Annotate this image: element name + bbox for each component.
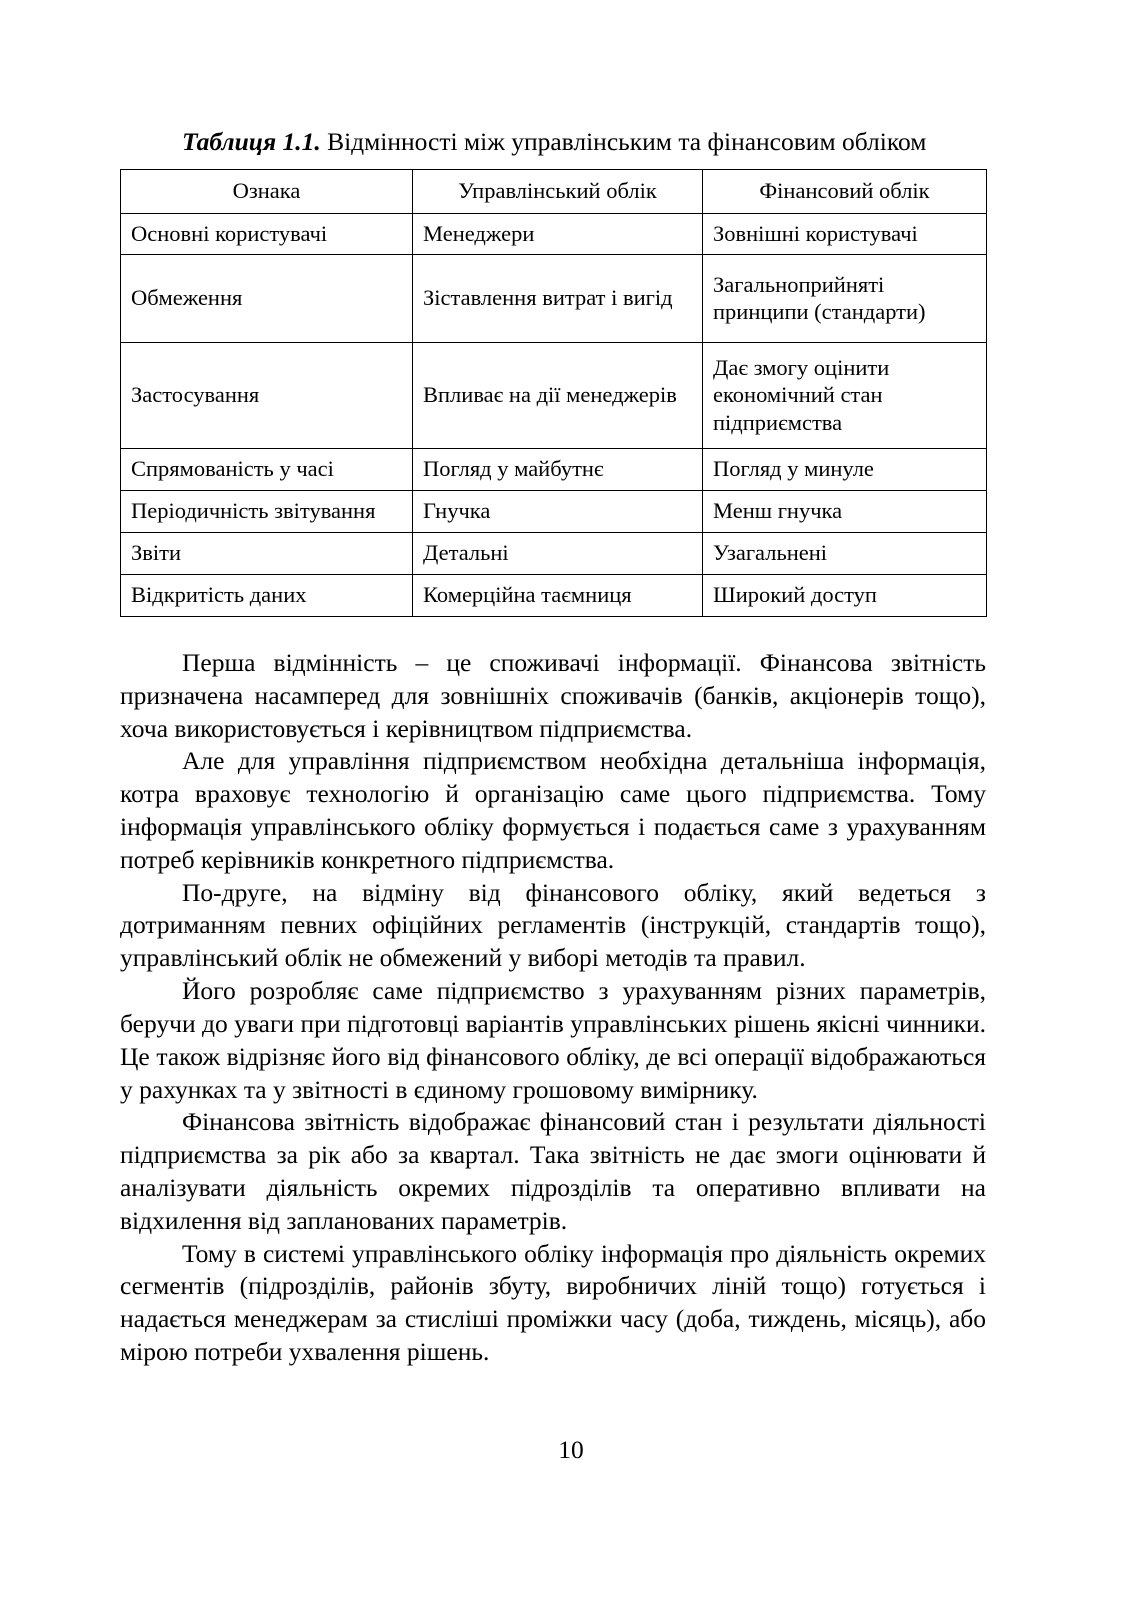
paragraph: По-друге, на відміну від фінансового обліку, який ведеться з дотриманням певних офіційних регламентів (інструкцій, стандартів тощо), управлінський облік не обмежений у виборі методів та правил.: [120, 877, 986, 973]
page-content: [120, 126, 986, 1369]
paragraph: Але для управління підприємством необхідна детальніша інформація, котра враховує технологію й організацію саме цього підприємства. Тому інформація управлінського обліку формується і подається саме з урахуванням потреб керівників конкретного підприємства.: [120, 746, 986, 874]
cell-feature: Періодичність звітування: [121, 491, 413, 533]
table-row: [121, 575, 987, 617]
cell-management: Впливає на дії менеджерів: [413, 343, 703, 449]
table-row: [121, 533, 987, 575]
cell-financial: Менш гнучка: [703, 491, 987, 533]
table-row: [121, 491, 987, 533]
differences-table: [120, 169, 987, 617]
paragraph: Тому в системі управлінського обліку інформація про діяльність окремих сегментів (підрозділів, районів збуту, виробничих ліній тощо) готується і надається менеджерам за стисліші проміжки часу (доба, тиждень, місяць), або мірою потреби ухвалення рішень.: [120, 1238, 986, 1367]
table-header-feature: Ознака: [121, 169, 413, 213]
page-number: 10: [558, 1435, 584, 1464]
table-header-financial: Фінансовий облік: [703, 169, 987, 213]
cell-feature: Застосування: [121, 343, 413, 449]
cell-financial: Широкий доступ: [703, 575, 987, 617]
cell-financial: Погляд у минуле: [703, 449, 987, 491]
cell-management: Менеджери: [413, 213, 703, 255]
cell-feature: Відкритість даних: [121, 575, 413, 617]
cell-feature: Обмеження: [121, 255, 413, 343]
cell-management: Погляд у майбутнє: [413, 449, 703, 491]
cell-feature: Спрямованість у часі: [121, 449, 413, 491]
cell-financial: Загальноприйняті принципи (стандарти): [703, 255, 987, 343]
table-header-management: Управлінський облік: [413, 169, 703, 213]
cell-feature: Основні користувачі: [121, 213, 413, 255]
paragraph: Фінансова звітність відображає фінансовий стан і результати діяльності підприємства за рік або за квартал. Така звітність не дає змоги оцінювати й аналізувати діяльність окремих підрозділів та оперативно впливати на відхилення від запланованих параметрів.: [120, 1107, 986, 1235]
cell-financial: Узагальнені: [703, 533, 987, 575]
cell-management: Зіставлення витрат і вигід: [413, 255, 703, 343]
cell-financial: Дає змогу оцінити економічний стан підприємства: [703, 343, 987, 449]
cell-feature: Звіти: [121, 533, 413, 575]
table-header-row: [121, 169, 987, 213]
table-caption: [120, 126, 986, 159]
paragraph: Перша відмінність – це споживачі інформації. Фінансова звітність призначена насамперед для зовнішніх споживачів (банків, акціонерів тощо), хоча використовується і керівництвом підприємства.: [120, 647, 986, 743]
table-row: [121, 213, 987, 255]
cell-management: Гнучка: [413, 491, 703, 533]
table-caption-label: Таблиця 1.1.: [182, 127, 321, 156]
cell-financial: Зовнішні користувачі: [703, 213, 987, 255]
table-caption-description: Відмінності між управлінським та фінансовим обліком: [327, 127, 927, 156]
cell-management: Детальні: [413, 533, 703, 575]
table-row: [121, 343, 987, 449]
table-row: [121, 449, 987, 491]
cell-management: Комерційна таємниця: [413, 575, 703, 617]
body-text: [120, 647, 986, 1369]
table-row: [121, 255, 987, 343]
paragraph: Його розробляє саме підприємство з урахуванням різних параметрів, беручи до уваги при підготовці варіантів управлінських рішень якісні чинники. Це також відрізняє його від фінансового обліку, де всі операції відображаються у рахунках та у звітності в єдиному грошовому вимірнику.: [120, 976, 986, 1104]
